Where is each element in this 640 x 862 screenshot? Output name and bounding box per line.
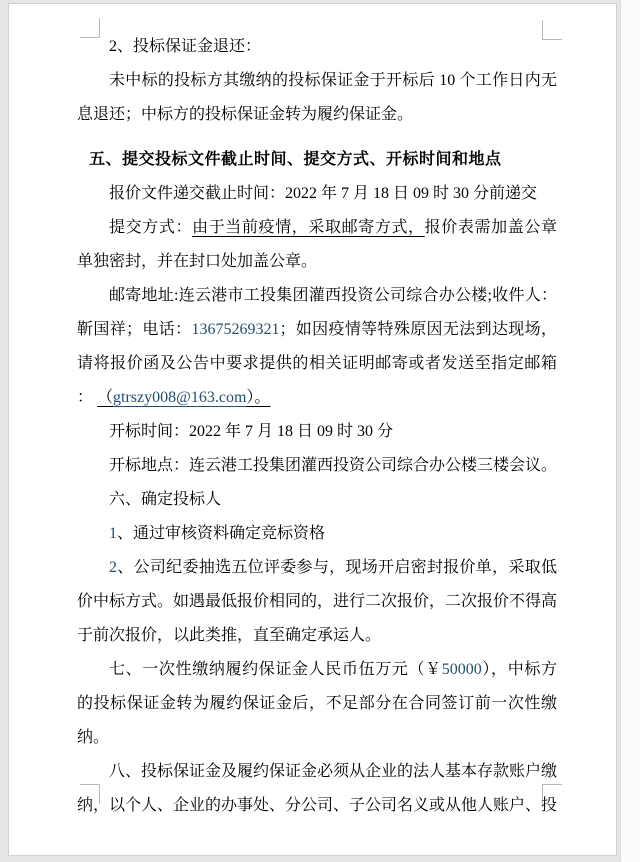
text-run: ）。 [246,389,271,406]
text-run: 八、投标保证金及履约保证金必须从企业的法人基本存款账户缴纳，以个人、企业的办事处、分公司、子公司名义或从他人账户、投 [77,763,558,814]
paragraph[interactable] [77,551,557,653]
text-run: 、公司纪委抽选五位评委参与，现场开启密封报价单，采取低价中标方式。如遇最低报价相同的，进行二次报价，二次报价不得高于前次报价，以此类推，直至确定承运人。 [77,559,558,644]
vertical-scrollbar[interactable] [620,0,640,862]
text-run: 六、确定投标人 [109,491,222,508]
highlighted-number: 2 [109,559,117,576]
paragraph[interactable] [77,415,557,449]
paragraph[interactable] [77,755,557,823]
paragraph[interactable] [77,517,557,551]
text-run: 开标地点：连云港工投集团灌西投资公司综合办公楼三楼会议。 [109,457,558,474]
highlighted-number: gtrszy008@163.com [113,389,247,406]
document-content [77,30,557,823]
text-run: 报价表需加盖公章单独密封，并在封口处加盖公章。 [77,219,557,270]
text-run: 未中标的投标方其缴纳的投标保证金于开标后 10 个工作日内无息退还；中标方的投标保证金转为履约保证金。 [77,72,557,123]
paragraph[interactable] [77,211,557,279]
text-run: （ [97,389,114,406]
text-run: 报价文件递交截止时间：2022 年 7 月 18 日 09 时 30 分前递交 [109,185,538,202]
highlighted-number: 1 [109,525,117,542]
paragraph[interactable] [77,653,557,755]
highlighted-number: 13675269321 [191,321,280,338]
text-run: 五、提交投标文件截止时间、提交方式、开标时间和地点 [89,151,502,168]
paragraph[interactable] [77,64,557,132]
paragraph[interactable] [77,449,557,483]
text-run: 提交方式： [109,219,193,236]
paragraph[interactable] [77,279,557,415]
highlighted-number: 50000 [441,661,482,678]
document-page [8,3,617,856]
text-run: 、通过审核资料确定竞标资格 [117,525,326,542]
paragraph[interactable] [77,177,557,211]
text-run: ；如因疫情等特殊原因无法到达现场，请将报价函及公告中要求提供的相关证明邮寄或者发送至指定邮箱 ： [77,321,557,406]
text-run: 七、一次性缴纳履约保证金人民币伍万元（￥ [109,661,442,678]
paragraph[interactable] [77,483,557,517]
text-run: 2、投标保证金退还： [109,38,262,55]
text-run: ），中标方的投标保证金转为履约保证金后，不足部分在合同签订前一次性缴纳。 [77,661,557,746]
section-heading[interactable] [77,143,557,177]
text-run: 邮寄地址:连云港市工投集团灌西投资公司综合办公楼;收件人：靳国祥；电话： [77,287,557,338]
paragraph[interactable] [77,30,557,64]
text-run: 开标时间：2022 年 7 月 18 日 09 时 30 分 [109,423,394,440]
text-run: 由于当前疫情，采取邮寄方式， [192,219,425,236]
